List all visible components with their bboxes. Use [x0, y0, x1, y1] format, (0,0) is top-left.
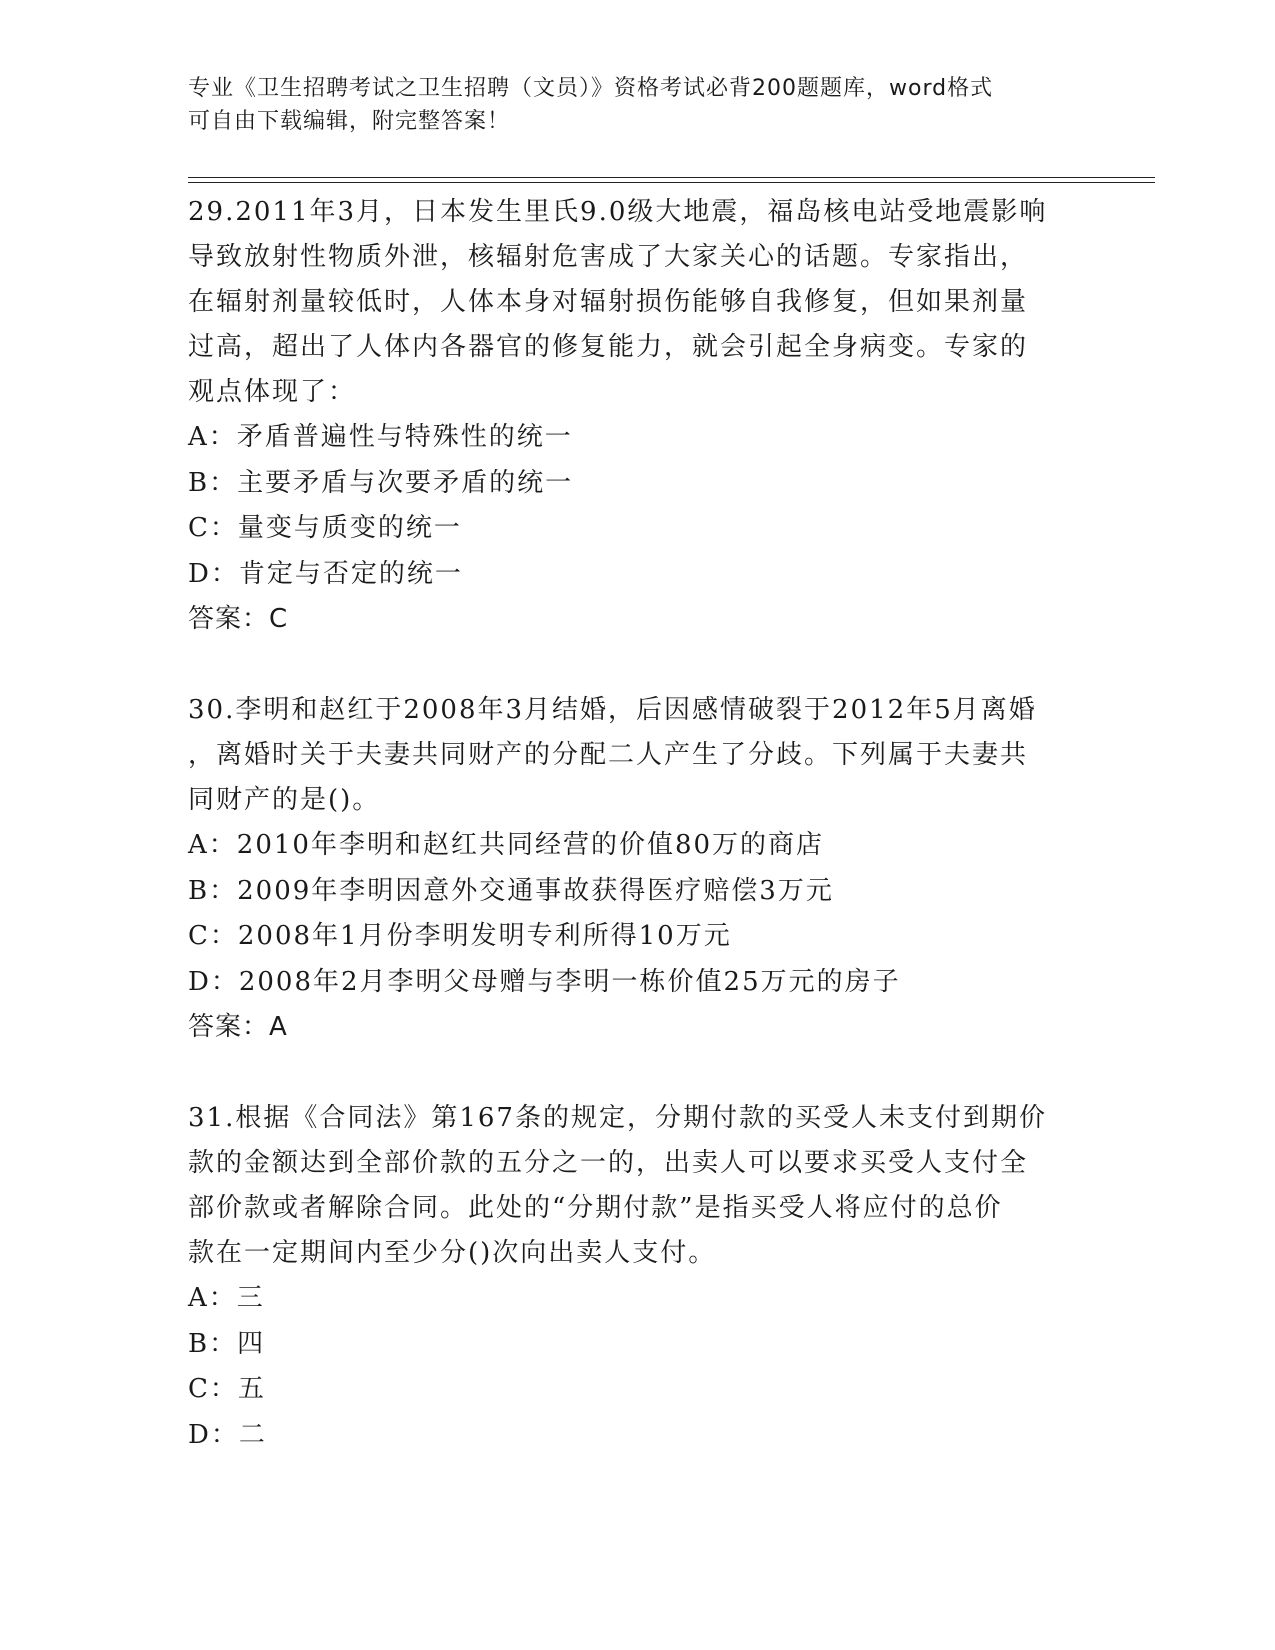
option-a: A：三: [188, 1283, 265, 1313]
question-29: [188, 190, 1088, 597]
question-text-line: 部价款或者解除合同。此处的“分期付款”是指买受人将应付的总价: [188, 1193, 1003, 1223]
question-text-line: 款在一定期间内至少分()次向出卖人支付。: [188, 1238, 717, 1268]
option-d: D：肯定与否定的统一: [188, 558, 463, 589]
option-c: C：2008年1月份李明发明专利所得10万元: [188, 921, 732, 951]
option-d: D：二: [188, 1419, 267, 1450]
question-text-line: 过高，超出了人体内各器官的修复能力，就会引起全身病变。专家的: [188, 332, 1029, 362]
question-text-line: 在辐射剂量较低时，人体本身对辐射损伤能够自我修复，但如果剂量: [188, 287, 1029, 317]
header-line-2: 可自由下载编辑，附完整答案！: [188, 109, 511, 134]
question-text-line: 31.根据《合同法》第167条的规定，分期付款的买受人未支付到期价: [188, 1103, 1047, 1133]
question-30: [188, 688, 1088, 1005]
question-text-line: 导致放射性物质外泄，核辐射危害成了大家关心的话题。专家指出，: [188, 242, 1029, 272]
option-a: A：矛盾普遍性与特殊性的统一: [188, 422, 573, 452]
question-text-line: 同财产的是()。: [188, 785, 381, 815]
question-text-line: 款的金额达到全部价款的五分之一的，出卖人可以要求买受人支付全: [188, 1148, 1029, 1178]
question-spacer: [188, 642, 1088, 688]
option-b: B：四: [188, 1328, 266, 1359]
header-line-1: 专业《卫生招聘考试之卫生招聘（文员）》资格考试必背200题题库，word格式: [188, 76, 994, 101]
question-text-line: 观点体现了：: [188, 377, 357, 407]
question-31: [188, 1096, 1088, 1458]
answer-30: 答案：A: [188, 1012, 288, 1042]
option-d: D：2008年2月李明父母赠与李明一栋价值25万元的房子: [188, 966, 901, 997]
answer-29: 答案：C: [188, 604, 289, 634]
question-text-line: 30.李明和赵红于2008年3月结婚，后因感情破裂于2012年5月离婚: [188, 695, 1037, 725]
question-list: [188, 190, 1088, 1458]
question-spacer: [188, 1050, 1088, 1096]
question-text-line: ，离婚时关于夫妻共同财产的分配二人产生了分歧。下列属于夫妻共: [188, 740, 1029, 770]
question-text-line: 29.2011年3月，日本发生里氏9.0级大地震，福岛核电站受地震影响: [188, 197, 1048, 227]
header-divider-bottom: [188, 182, 1155, 183]
option-b: B：2009年李明因意外交通事故获得医疗赔偿3万元: [188, 875, 834, 906]
document-header: [188, 72, 1088, 138]
option-c: C：量变与质变的统一: [188, 513, 462, 543]
option-c: C：五: [188, 1374, 266, 1404]
option-b: B：主要矛盾与次要矛盾的统一: [188, 467, 574, 498]
option-a: A：2010年李明和赵红共同经营的价值80万的商店: [188, 830, 825, 860]
header-divider-top: [188, 177, 1155, 178]
